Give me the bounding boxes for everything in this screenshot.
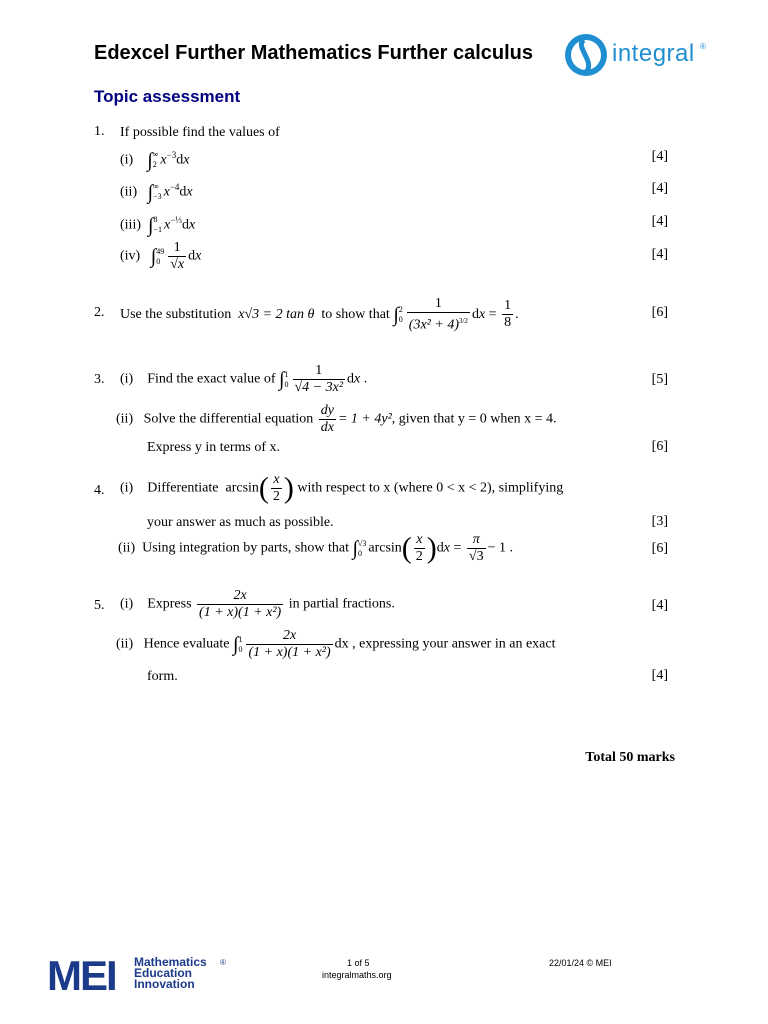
q1-i-label: (i): [120, 152, 134, 168]
q4-i-text: Differentiate: [147, 480, 219, 496]
q1-part-i: (i) ∫ ∞ 2 $x^{-3}dx$: [120, 149, 190, 172]
q5-ii-upper: 1: [238, 634, 243, 644]
q3-i-num: 1: [293, 363, 346, 380]
q2-rhs-den: 8: [504, 315, 512, 331]
q2-den: (3x² + 4): [408, 317, 459, 333]
q1-ii-label: (ii): [120, 184, 138, 200]
q4-ii-func: arcsin: [368, 540, 402, 556]
q4-ii-rhs-num: π: [467, 532, 486, 549]
q3-ii-text: Solve the differential equation: [143, 411, 314, 427]
q1-part-iii: (iii) ∫ 8 −1 $x^{-\frac{1}{3}}dx$: [120, 214, 196, 237]
q1-iv-lower: 0: [156, 256, 161, 266]
q4-part-i: (i) Differentiate arcsin( $\frac{x}{2}$ ) with respect to x (where 0 < x < 2), simplifying: [120, 471, 564, 505]
q3-i-mark: [5]: [651, 372, 668, 387]
q1-i-lower: 2: [152, 160, 157, 170]
q4-ii-num: x: [414, 532, 425, 549]
q3-ii-den: dx: [320, 420, 334, 435]
q5-ii-line2: form.: [147, 669, 178, 684]
mei-registered: ®: [220, 958, 226, 967]
q4-ii-text: Using integration by parts, show that: [142, 540, 349, 556]
q1-iii-upper: 8: [153, 215, 158, 225]
q5-i-num: 2x: [197, 588, 283, 605]
q4-number: 4.: [94, 483, 105, 498]
q5-i-text: Express: [147, 596, 192, 612]
q1-iv-mark: [4]: [651, 247, 668, 262]
q1-number: 1.: [94, 124, 105, 139]
q5-ii-den: (1 + x)(1 + x²): [248, 645, 331, 660]
q4-i-line2: your answer as much as possible.: [147, 515, 334, 530]
q5-i-den: (1 + x)(1 + x²): [199, 605, 282, 620]
q4-i-func: arcsin: [225, 480, 259, 496]
q1-part-iv: (iv) ∫ 49 0 $\frac{1}{√x}$ dx: [120, 240, 202, 272]
q3-number: 3.: [94, 372, 105, 387]
q2-pre: Use the substitution: [120, 307, 232, 323]
q5-ii-text: Hence evaluate: [143, 636, 230, 652]
q1-iii-mark: [4]: [651, 214, 668, 229]
q1-iii-power: −⅓: [170, 215, 183, 225]
q1-iv-label: (iv): [120, 248, 141, 264]
q1-ii-integrand: x: [163, 184, 170, 200]
q2-num: 1: [407, 296, 470, 313]
q5-i-after: in partial fractions.: [288, 596, 395, 612]
q1-iv-den: √x: [170, 257, 185, 272]
q3-ii-mark: [6]: [651, 439, 668, 454]
total-marks: Total 50 marks: [585, 750, 675, 765]
q1-ii-lower: −3: [153, 192, 162, 202]
q2-text: Use the substitution x√3 = 2 tan θ to show that ∫ 2 0 $\frac{1}{(3x^2 + 4)^{3/2}}$ dx = $\frac{1}{8}$ .: [120, 296, 519, 333]
page-title: Edexcel Further Mathematics Further calculus: [94, 42, 534, 64]
q1-ii-power: −4: [169, 182, 180, 192]
q5-ii-mark: [4]: [651, 668, 668, 683]
q4-ii-label: (ii): [118, 540, 136, 556]
integral-logo-tm: ®: [700, 42, 706, 51]
q3-ii-given: , given that y = 0 when x = 4.: [391, 411, 557, 427]
q5-ii-label: (ii): [116, 636, 134, 652]
mei-line2: Education: [134, 966, 193, 980]
q1-iii-integrand: x: [164, 217, 171, 233]
q2-rhs-num: 1: [504, 298, 512, 314]
q2-lower: 0: [398, 314, 403, 324]
q5-i-label: (i): [120, 596, 134, 612]
q5-part-ii: (ii) Hence evaluate ∫ 1 0 $\frac{2x}{\text{(1 + x)(1 + x²)}}$ dx , expressing your answer in an exact: [116, 628, 556, 660]
q5-ii-num: 2x: [246, 628, 332, 645]
q3-ii-label: (ii): [116, 411, 134, 427]
q1-text: If possible find the values of: [120, 125, 280, 140]
mei-line3: Innovation: [134, 977, 195, 991]
q4-i-num: x: [271, 472, 282, 489]
q4-i-label: (i): [120, 480, 134, 496]
mei-logo-text: [134, 957, 207, 990]
footer-date: 22/01/24 © MEI: [549, 958, 612, 968]
q4-i-after: with respect to x (where 0 < x < 2), simplifying: [297, 480, 564, 496]
q4-ii-lower: 0: [357, 548, 362, 558]
q3-part-i: (i) Find the exact value of ∫ 1 0 $\frac{1}{\text{√4 − 3x²}}$ dx .: [120, 363, 368, 395]
q3-part-ii: [116, 403, 557, 436]
q4-ii-rhs-tail: − 1 .: [487, 540, 514, 556]
q1-iv-num: 1: [168, 240, 186, 257]
q3-ii-line2: Express y in terms of x.: [147, 440, 280, 455]
q4-ii-rhs-den: √3: [468, 549, 484, 564]
q1-i-power: −3: [166, 150, 177, 160]
q2-den-power: 3/2: [458, 317, 468, 325]
q4-ii-den: 2: [415, 549, 423, 564]
q5-part-i: [120, 588, 395, 621]
q4-i-mark: [3]: [651, 514, 668, 529]
q3-ii-num: dy: [320, 403, 334, 418]
q1-i-upper: ∞: [152, 150, 159, 160]
q3-ii-rhs: = 1 + 4y²: [337, 411, 392, 427]
q2-mark: [6]: [651, 305, 668, 320]
q4-part-ii: (ii) Using integration by parts, show that ∫ √3 0 arcsin( $\frac{x}{2}$ )dx = $\frac{\pi}{√3}$ − 1 .: [118, 531, 514, 565]
q3-i-upper: 1: [284, 369, 289, 379]
q1-ii-mark: [4]: [651, 181, 668, 196]
q2-upper: 2: [398, 304, 403, 314]
page-number: 1 of 5: [347, 958, 370, 968]
q2-mid: to show that: [321, 307, 390, 323]
mei-logo-icon: MEI: [47, 952, 116, 999]
q1-iv-upper: 49: [156, 246, 165, 256]
q4-ii-upper: √3: [357, 538, 367, 548]
q3-i-text: Find the exact value of: [147, 371, 276, 387]
q4-i-den: 2: [272, 489, 280, 504]
q1-ii-upper: ∞: [153, 182, 159, 192]
q1-i-mark: [4]: [651, 149, 668, 164]
q3-i-den: √4 − 3x²: [294, 380, 344, 395]
q1-iii-lower: −1: [153, 225, 162, 235]
site-url: integralmaths.org: [322, 970, 392, 980]
q3-i-lower: 0: [284, 379, 289, 389]
q5-ii-lower: 0: [238, 644, 243, 654]
q5-i-mark: [4]: [651, 598, 668, 613]
q5-number: 5.: [94, 598, 105, 613]
page-subtitle: Topic assessment: [94, 87, 241, 106]
q2-substitution: x√3 = 2 tan θ: [238, 307, 315, 323]
q3-i-label: (i): [120, 371, 134, 387]
q2-number: 2.: [94, 305, 105, 320]
q1-part-ii: (ii) ∫ ∞ −3 $x^{-4}dx$: [120, 181, 193, 204]
q5-ii-after: dx , expressing your answer in an exact: [334, 636, 556, 652]
q4-ii-mark: [6]: [651, 541, 668, 556]
q1-i-integrand: x: [160, 152, 167, 168]
mei-line1: Mathematics: [134, 955, 207, 969]
q1-iii-label: (iii): [120, 217, 141, 233]
integral-logo-text: integral: [612, 40, 695, 67]
